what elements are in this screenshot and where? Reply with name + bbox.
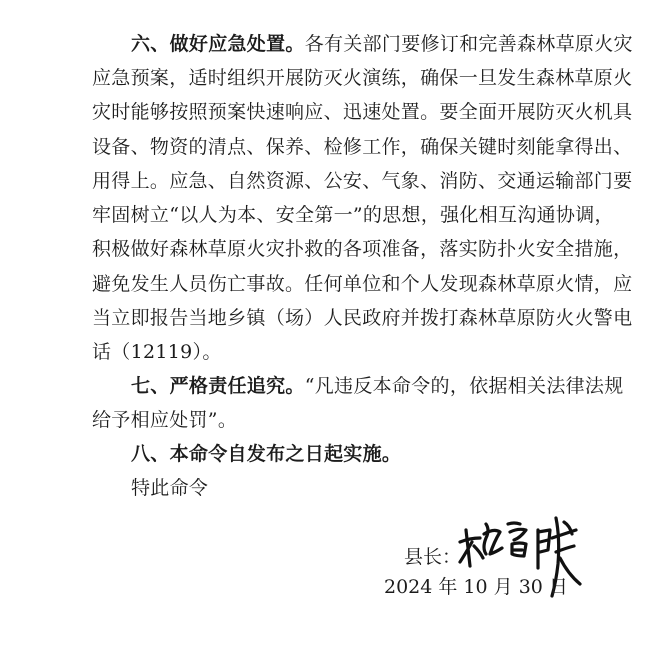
body-line: 用得上。应急、自然资源、公安、气象、消防、交通运输部门要 — [92, 170, 633, 192]
signature-date: 2024 年 10 月 30 日 — [384, 576, 568, 598]
body-line: 避免发生人员伤亡事故。任何单位和个人发现森林草原火情，应 — [92, 273, 633, 295]
section-six-text: 各有关部门要修订和完善森林草原火灾 — [304, 33, 633, 55]
section-six-heading: 六、做好应急处置。 — [131, 33, 305, 55]
section-seven-heading: 七、严格责任追究。 — [131, 375, 305, 397]
body-line: 积极做好森林草原火灾扑救的各项准备，落实防扑火安全措施， — [92, 238, 633, 260]
body-line: 灾时能够按照预案快速响应、迅速处置。要全面开展防灭火机具 — [92, 101, 633, 123]
body-line: 设备、物资的清点、保养、检修工作，确保关键时刻能拿得出、 — [92, 136, 633, 158]
section-eight-heading: 八、本命令自发布之日起实施。 — [131, 443, 402, 465]
body-line: 当立即报告当地乡镇（场）人民政府并拨打森林草原防火火警电 — [92, 307, 633, 329]
signature-label: 县长： — [404, 546, 462, 568]
section-seven-first-line — [131, 372, 651, 400]
closing-text: 特此命令 — [131, 477, 209, 499]
section-seven-text: “凡违反本命令的，依据相关法律法规 — [304, 375, 624, 397]
section-six-first-line — [131, 30, 651, 58]
body-line: 话（12119）。 — [92, 341, 222, 363]
body-line: 牢固树立“以人为本、安全第一”的思想，强化相互沟通协调， — [92, 204, 614, 226]
body-line: 给予相应处罚”。 — [92, 409, 238, 431]
body-line: 应急预案，适时组织开展防灭火演练，确保一旦发生森林草原火 — [92, 67, 633, 89]
